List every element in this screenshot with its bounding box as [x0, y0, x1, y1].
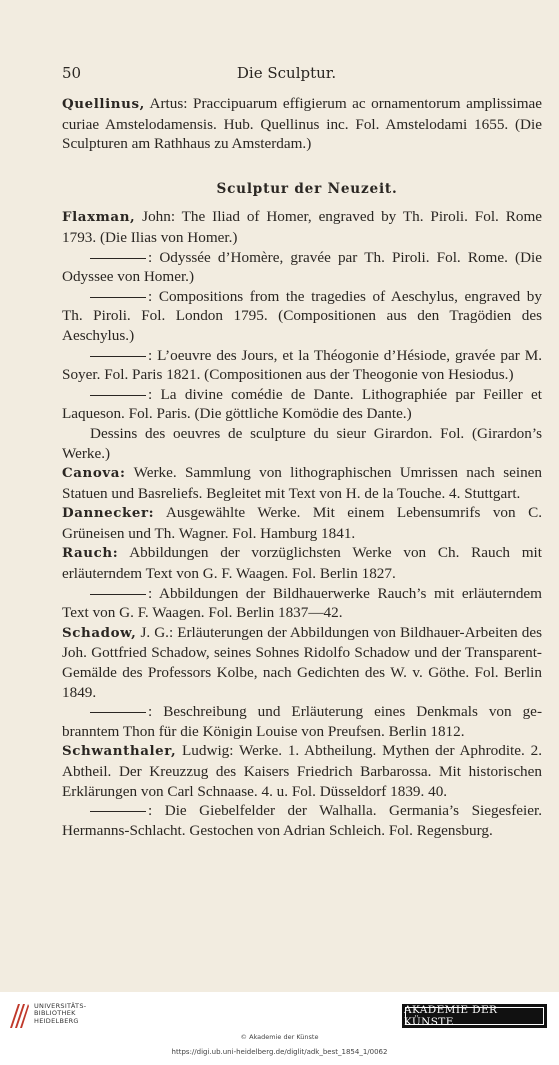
author-name: Canova:	[62, 465, 126, 482]
ditto-dash	[90, 594, 146, 595]
bibliography-entry	[62, 424, 542, 463]
bibliography-entry	[62, 346, 542, 385]
page-header	[0, 64, 559, 84]
ditto-dash	[90, 395, 146, 396]
entry-text: : Odyssée d’Homère, gravée par Th. Piroli. Fol. Rome. (Die Odyssee von Homer.)	[62, 248, 542, 286]
entry-text: Ludwig: Werke. 1. Abtheilung. Mythen der Aphrodite. 2. Abtheil. Der Kreuzzug des Kaisers Friedrich Barbarossa. Mit historischen Erklärungen von Carl Schnaase. 4. u. Fol. Düsseldorf 1839. 40.	[62, 742, 542, 800]
ditto-dash	[90, 258, 146, 259]
bibliography-entry	[62, 702, 542, 741]
bibliography-entry	[62, 207, 542, 247]
bibliography-entry	[62, 503, 542, 543]
author-name: Rauch:	[62, 545, 119, 562]
author-name: Schwanthaler,	[62, 743, 177, 760]
author-name: Dannecker:	[62, 505, 155, 522]
author-name: Quellinus,	[62, 96, 145, 112]
author-name: Flaxman,	[62, 209, 136, 226]
source-url[interactable]: https://digi.ub.uni-heidelberg.de/diglit/adk_best_1854_1/0062	[171, 1048, 388, 1056]
entry-text: : L’oeuvre des Jours, et la Théogonie d’Hésiode, gravée par M. Soyer. Fol. Paris 1821. (Compositionen aus der Theogonie von Hesiodus.)	[62, 346, 542, 384]
entry-text: : La divine comédie de Dante. Lithographiée par Feiller et Laqueson. Fol. Paris. (Die göttliche Komödie des Dante.)	[62, 385, 542, 423]
bibliography-entry	[62, 463, 542, 503]
copyright-notice: © Akademie der Künste	[240, 1033, 319, 1041]
bibliography-text	[62, 94, 542, 840]
entry-text: : Abbildungen der Bildhauerwerke Rauch’s mit erläuterndem Text von G. F. Waagen. Fol. Berlin 1837—42.	[62, 584, 542, 622]
entry-text: John: The Iliad of Homer, engraved by Th. Piroli. Fol. Rome 1793. (Die Ilias von Homer.)	[62, 208, 542, 246]
entry-text: : Die Giebelfelder der Walhalla. Germania’s Siegesfeier. Hermanns-Schlacht. Gestochen von Adrian Schleich. Fol. Regensburg.	[62, 802, 542, 839]
entry-text: Werke. Sammlung von lithographischen Umrissen nach seinen Statuen und Basreliefs. Begleitet mit Text von H. de la Touche. 4. Stuttgart.	[62, 464, 542, 502]
entry-text: Abbildungen der vorzüglichsten Werke von Ch. Rauch mit erläuterndem Text von G. F. Waagen. Fol. Berlin 1827.	[62, 544, 542, 583]
library-logo[interactable]	[8, 1002, 118, 1032]
library-logo-text: UNIVERSITÄTS- BIBLIOTHEK HEIDELBERG	[34, 1002, 87, 1025]
bibliography-entry	[62, 248, 542, 287]
author-name: Schadow,	[62, 624, 137, 641]
bibliography-entry	[62, 94, 542, 154]
ditto-dash	[90, 811, 146, 812]
entry-text: : Beschreibung und Erläuterung eines Denkmals von gebranntem Thon für die Königin Louise von Preufsen. Berlin 1812.	[62, 703, 542, 740]
page-number: 50	[62, 64, 82, 82]
entry-text: : Compositions from the tragedies of Aeschylus, engraved by Th. Piroli. Fol. London 1795. (Compositionen aus den Tragödien des Aeschylus.)	[62, 287, 542, 344]
ditto-dash	[90, 712, 146, 713]
entry-text: Artus: Praccipuarum effigierum ac ornamentorum amplissimae curiae Amstelodamensis. Hub. Quellinus inc. Fol. Amstelodami 1655. (Die Sculpturen am Rathhaus zu Amsterdam.)	[62, 95, 542, 153]
entry-text: J. G.: Erläuterungen der Abbildungen von Bildhauer-Arbeiten des Joh. Gottfried Schadow, seines Sohnes Ridolfo Schadow und der Transparent-Gemälde des Professors Kolbe, nach Gedichten des W. v. Göthe. Fol. Berlin 1849.	[62, 623, 542, 701]
bibliography-entry	[62, 584, 542, 623]
bibliography-entry	[62, 623, 542, 702]
ditto-dash	[90, 297, 146, 298]
running-head: Die Sculptur.	[236, 64, 337, 82]
bibliography-entry	[62, 543, 542, 583]
footer	[0, 992, 559, 1065]
entry-text: Ausgewählte Werke. Mit einem Lebensumrifs von C. Grüneisen und Th. Wagner. Fol. Hamburg 1841.	[62, 504, 542, 542]
entry-text: Dessins des oeuvres de sculpture du sieur Girardon. Fol. (Girardon’s Werke.)	[62, 424, 542, 462]
bibliography-entry	[62, 287, 542, 346]
bibliography-entry	[62, 741, 542, 801]
bibliography-entry	[62, 801, 542, 840]
section-title: Sculptur der Neuzeit.	[216, 180, 398, 197]
ditto-dash	[90, 356, 146, 357]
library-logo-icon	[8, 1002, 30, 1030]
akademie-badge[interactable]: AKADEMIE DER KÜNSTE	[402, 1004, 547, 1028]
bibliography-entry	[62, 385, 542, 424]
